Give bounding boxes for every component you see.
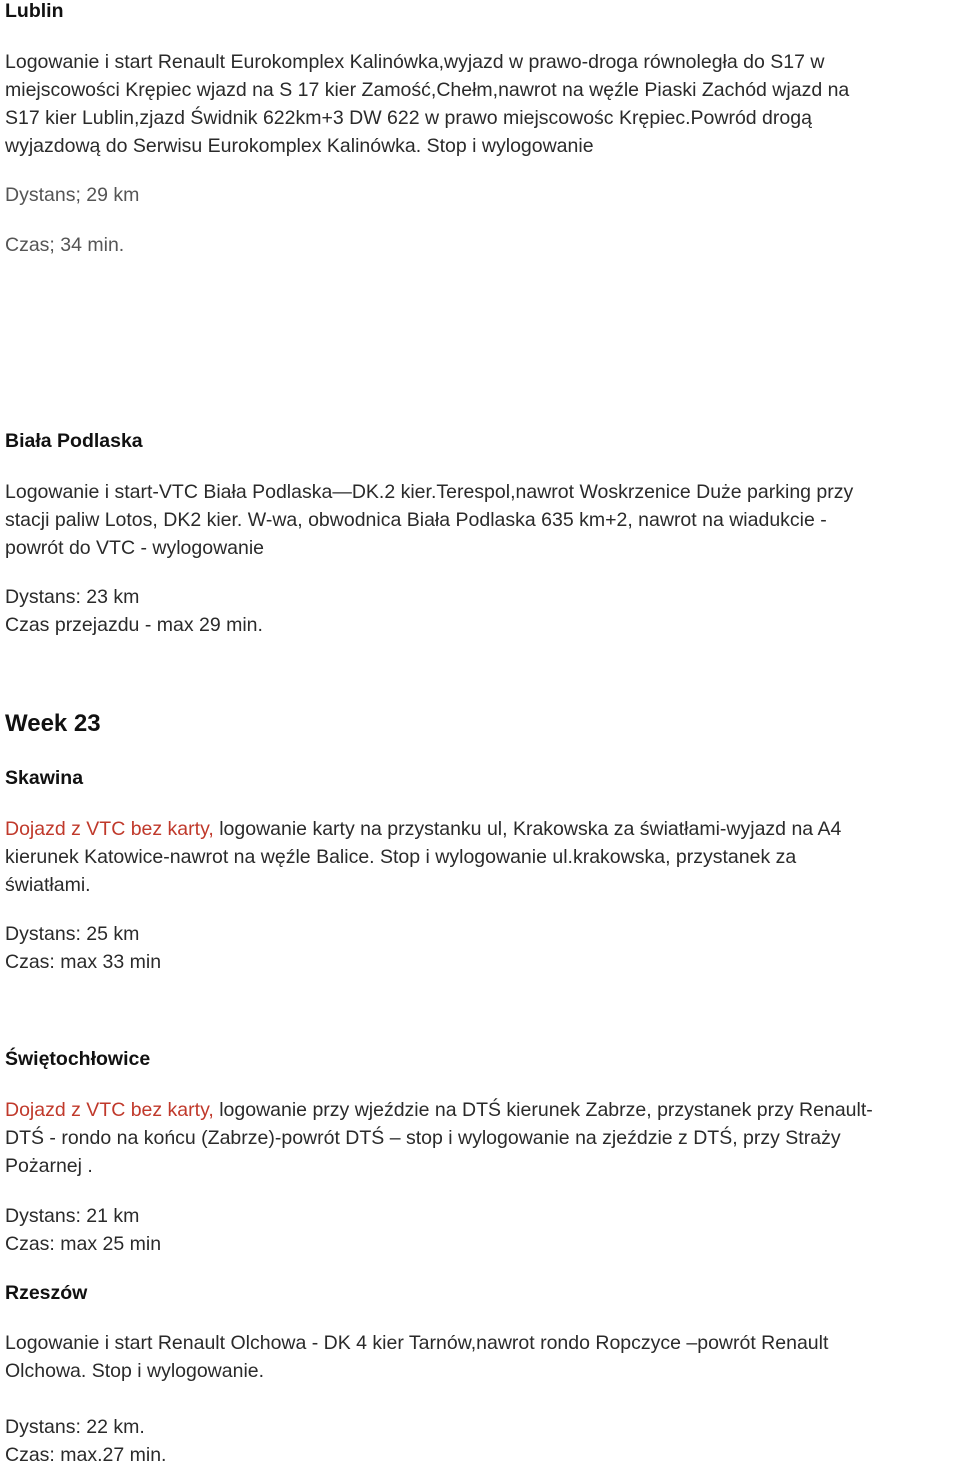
- swietochlowice-line-1-rest: logowanie przy wjeździe na DTŚ kierunek Zabrze, przystanek przy Renault-: [213, 1099, 873, 1121]
- swietochlowice-line-2: DTŚ - rondo na końcu (Zabrze)-powrót DTŚ – stop i wylogowanie na zjeździe z DTŚ, przy Straży: [5, 1127, 841, 1149]
- swietochlowice-time: Czas: max 25 min: [5, 1233, 162, 1255]
- lublin-line-3: [5, 104, 812, 132]
- rzeszow-distance: Dystans: 22 km.: [5, 1416, 145, 1438]
- skawina-line-1-red: Dojazd z VTC bez karty,: [5, 818, 214, 840]
- skawina-line-2: kierunek Katowice-nawrot na węźle Balice. Stop i wylogowanie ul.krakowska, przystanek za: [5, 846, 797, 868]
- swietochlowice-line-1-red: Dojazd z VTC bez karty,: [5, 1099, 214, 1121]
- section-title-skawina: Skawina: [5, 767, 84, 789]
- swietochlowice-line-3: Pożarnej .: [5, 1155, 93, 1177]
- lublin-time: Czas; 34 min.: [5, 234, 125, 256]
- biala-line-2-a: stacji paliw Lotos, DK2 kier.: [5, 509, 243, 531]
- section-title-lublin: Lublin: [5, 0, 64, 22]
- skawina-line-3: światłami.: [5, 874, 91, 896]
- biala-line-2-b: W-wa, obwodnica Biała Podlaska 635 km+2, nawrot na wiadukcie -: [242, 509, 827, 531]
- lublin-line-4-tail: Stop i wylogowanie: [421, 135, 594, 157]
- biala-time: Czas przejazdu - max 29 min.: [5, 614, 263, 636]
- swietochlowice-distance: Dystans: 21 km: [5, 1205, 140, 1227]
- section-title-biala-podlaska: Biała Podlaska: [5, 430, 143, 452]
- section-title-rzeszow: Rzeszów: [5, 1282, 88, 1304]
- section-title-swietochlowice: Świętochłowice: [5, 1048, 151, 1070]
- lublin-line-3-tail: Powród drogą: [690, 107, 812, 129]
- skawina-time: Czas: max 33 min: [5, 951, 162, 973]
- lublin-line-4-text: wyjazdową do Serwisu Eurokomplex Kalinówka.: [5, 135, 422, 157]
- rzeszow-line-2: Olchowa. Stop i wylogowanie.: [5, 1360, 265, 1382]
- swietochlowice-line-1: [5, 1096, 873, 1124]
- rzeszow-time: Czas: max.27 min.: [5, 1444, 167, 1466]
- biala-line-1: [5, 478, 853, 506]
- biala-line-3: powrót do VTC - wylogowanie: [5, 537, 265, 559]
- biala-line-2: [5, 506, 827, 534]
- biala-line-1-b: Terespol,nawrot Woskrzenice Duże parking przy: [436, 481, 854, 503]
- lublin-distance: Dystans; 29 km: [5, 184, 140, 206]
- lublin-line-1: Logowanie i start Renault Eurokomplex Kalinówka,wyjazd w prawo-droga równoległa do S17 w: [5, 51, 825, 73]
- skawina-line-1: [5, 815, 841, 843]
- lublin-line-4: [5, 132, 594, 160]
- skawina-distance: Dystans: 25 km: [5, 923, 140, 945]
- lublin-line-2: miejscowości Krępiec wjazd na S 17 kier Zamość,Chełm,nawrot na węźle Piaski Zachód wjazd na: [5, 79, 850, 101]
- week-heading: Week 23: [5, 710, 101, 737]
- lublin-line-3-text: S17 kier Lublin,zjazd Świdnik 622km+3 DW 622 w prawo miejscowośc Krępiec.: [5, 107, 691, 129]
- rzeszow-line-1: Logowanie i start Renault Olchowa - DK 4 kier Tarnów,nawrot rondo Ropczyce –powrót Renault: [5, 1332, 829, 1354]
- biala-distance: Dystans: 23 km: [5, 586, 140, 608]
- biala-line-1-a: Logowanie i start-VTC Biała Podlaska—DK.2 kier.: [5, 481, 437, 503]
- skawina-line-1-rest: logowanie karty na przystanku ul, Krakowska za światłami-wyjazd na A4: [213, 818, 842, 840]
